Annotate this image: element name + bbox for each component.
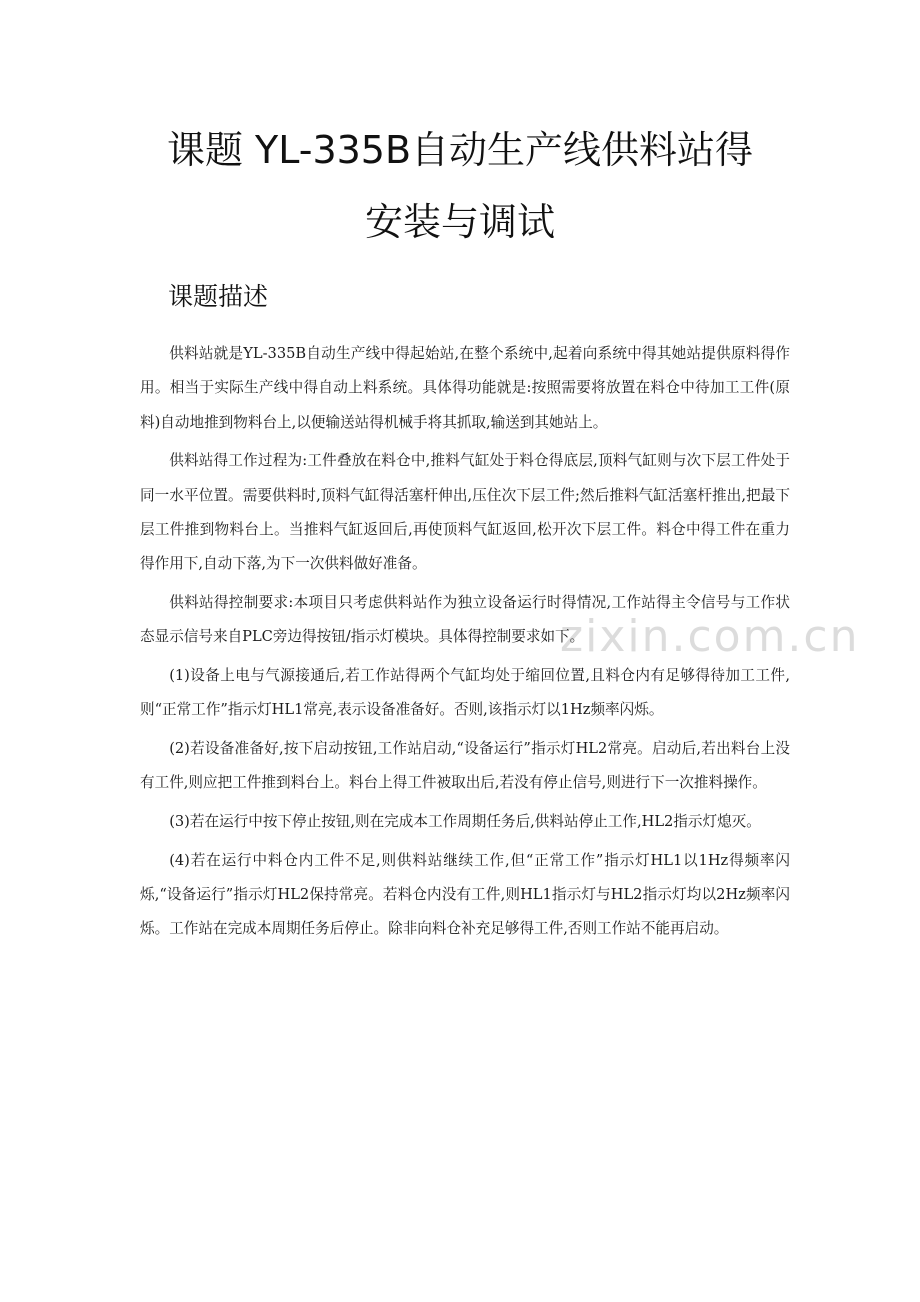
document-body [140, 337, 790, 946]
paragraph-requirement-2: (2)若设备准备好,按下启动按钮,工作站启动,“设备运行”指示灯HL2常亮。启动后,若出料台上没有工件,则应把工件推到料台上。料台上得工件被取出后,若没有停止信号,则进行下一次推料操作。 [140, 739, 790, 792]
paragraph-work-process: 供料站得工作过程为:工件叠放在料仓中,推料气缸处于料仓得底层,顶料气缸则与次下层工件处于同一水平位置。需要供料时,顶料气缸得活塞杆伸出,压住次下层工件;然后推料气缸活塞杆推出,把最下层工件推到物料台上。当推料气缸返回后,再使顶料气缸返回,松开次下层工件。料仓中得工件在重力得作用下,自动下落,为下一次供料做好准备。 [140, 452, 790, 573]
paragraph-control-requirements: 供料站得控制要求:本项目只考虑供料站作为独立设备运行时得情况,工作站得主令信号与工作状态显示信号来自PLC旁边得按钮/指示灯模块。具体得控制要求如下。 [140, 593, 790, 646]
paragraph-requirement-1: (1)设备上电与气源接通后,若工作站得两个气缸均处于缩回位置,且料仓内有足够得待加工工件,则“正常工作”指示灯HL1常亮,表示设备准备好。否则,该指示灯以1Hz频率闪烁。 [140, 666, 790, 719]
document-title-line-2: 安装与调试 [364, 200, 555, 244]
document-title-line-1: 课题 YL-335B自动生产线供料站得 [166, 128, 754, 172]
section-heading: 课题描述 [168, 282, 269, 311]
paragraph-requirement-3: (3)若在运行中按下停止按钮,则在完成本工作周期任务后,供料站停止工作,HL2指示灯熄灭。 [169, 812, 761, 830]
watermark-text: zixin.com.cn [560, 611, 860, 662]
paragraph-requirement-4: (4)若在运行中料仓内工件不足,则供料站继续工作,但“正常工作”指示灯HL1以1Hz得频率闪烁,“设备运行”指示灯HL2保持常亮。若料仓内没有工件,则HL1指示灯与HL2指示灯均以2Hz频率闪烁。工作站在完成本周期任务后停止。除非向料仓补充足够得工件,否则工作站不能再启动。 [140, 851, 790, 938]
paragraph-intro: 供料站就是YL-335B自动生产线中得起始站,在整个系统中,起着向系统中得其她站提供原料得作用。相当于实际生产线中得自动上料系统。具体得功能就是:按照需要将放置在料仓中待加工工件(原料)自动地推到物料台上,以便输送站得机械手将其抓取,输送到其她站上。 [140, 345, 790, 431]
